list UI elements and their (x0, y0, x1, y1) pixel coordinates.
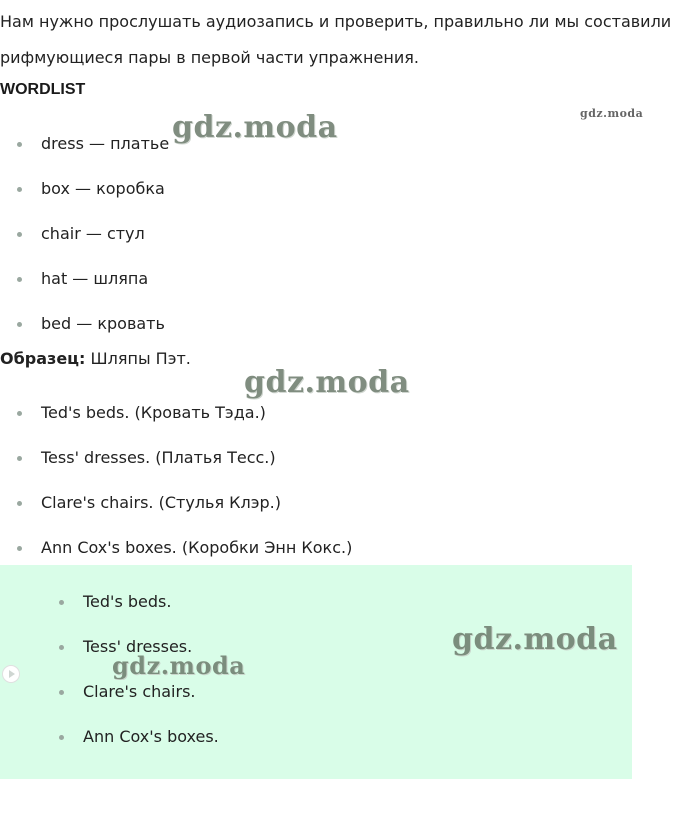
play-icon[interactable] (2, 665, 20, 683)
list-item (0, 403, 352, 448)
list-item (0, 269, 169, 314)
translation-list (0, 403, 352, 583)
list-item (0, 448, 352, 493)
list-item (42, 682, 219, 727)
wordlist-item-label: dress — платье (41, 134, 170, 153)
watermark: gdz.moda (580, 107, 644, 120)
bullet-icon (59, 600, 64, 605)
list-item (0, 134, 169, 179)
bullet-icon (17, 142, 22, 147)
bullet-icon (17, 501, 22, 506)
bullet-icon (17, 232, 22, 237)
intro-text: Нам нужно прослушать аудиозапись и проверить, правильно ли мы составили рифмующиеся пары в первой части упражнения. (0, 12, 672, 67)
translation-item-label: Ted's beds. (Кровать Тэда.) (41, 403, 266, 422)
translation-item-label: Clare's chairs. (Стулья Клэр.) (41, 493, 282, 512)
watermark: gdz.moda (244, 365, 410, 400)
answer-item-label: Ann Cox's boxes. (83, 727, 219, 746)
bullet-icon (17, 546, 22, 551)
translation-item-label: Ann Cox's boxes. (Коробки Энн Кокс.) (41, 538, 353, 557)
wordlist-item-label: bed — кровать (41, 314, 165, 333)
list-item (0, 493, 352, 538)
bullet-icon (17, 277, 22, 282)
example-line (0, 349, 191, 369)
bullet-icon (17, 187, 22, 192)
answer-item-label: Ted's beds. (83, 592, 172, 611)
bullet-icon (17, 456, 22, 461)
wordlist-item-label: box — коробка (41, 179, 165, 198)
wordlist-heading: WORDLIST (0, 81, 86, 98)
bullet-icon (17, 322, 22, 327)
example-label: Образец: (0, 349, 86, 368)
wordlist-item-label: hat — шляпа (41, 269, 149, 288)
bullet-icon (17, 411, 22, 416)
list-item (42, 592, 219, 637)
bullet-icon (59, 690, 64, 695)
answer-item-label: Tess' dresses. (83, 637, 193, 656)
list-item (0, 224, 169, 269)
translation-item-label: Tess' dresses. (Платья Тесс.) (41, 448, 276, 467)
list-item (0, 179, 169, 224)
watermark: gdz.moda (112, 651, 246, 680)
wordlist-item-label: chair — стул (41, 224, 145, 243)
watermark: gdz.moda (172, 110, 338, 145)
watermark: gdz.moda (452, 622, 618, 657)
answer-item-label: Clare's chairs. (83, 682, 196, 701)
list-item (42, 727, 219, 772)
answer-box (0, 565, 632, 779)
example-text: Шляпы Пэт. (85, 349, 191, 368)
answer-list (42, 592, 219, 772)
bullet-icon (59, 645, 64, 650)
bullet-icon (59, 735, 64, 740)
wordlist (0, 134, 169, 359)
